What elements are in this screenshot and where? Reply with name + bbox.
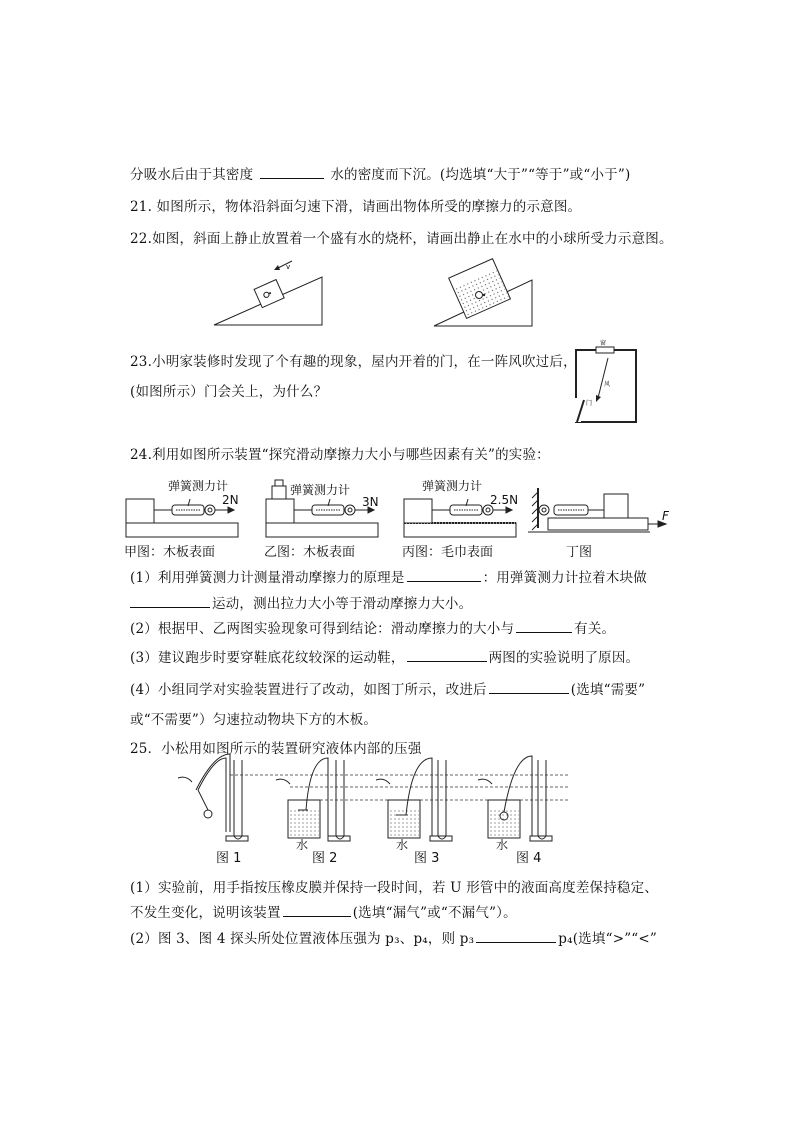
- fig-bing-force: 2.5N: [490, 493, 519, 507]
- fig-jia-meter-label: 弹簧测力计: [168, 479, 229, 493]
- q24-part2: (2）根据甲、乙两图实验现象可得到结论：滑动摩擦力的大小与 有关。: [130, 621, 616, 637]
- fig4-caption: 图 4: [516, 851, 542, 866]
- fig-jia-force: 2N: [222, 493, 239, 507]
- q25-part1-line2: 不发生变化，说明该装置 (选填“漏气”或“不漏气”）。: [130, 905, 517, 921]
- q24-part4-line2: 或“不需要”）匀速拉动物块下方的木板。: [130, 712, 378, 728]
- fig4-liquid-label: 水: [496, 838, 509, 852]
- fig-bing-caption: 丙图：毛巾表面: [402, 545, 494, 560]
- q25-part2: (2）图 3、图 4 探头所处位置液体压强为 p₃、p₄，则 p₃ p₄(选填“>”“<”: [130, 931, 658, 947]
- q23-line1: 23.小明家装修时发现了个有趣的现象，屋内开着的门，在一阵风吹过后，: [130, 354, 577, 370]
- fig-yi-caption: 乙图：木板表面: [264, 545, 356, 560]
- fig-ding-caption: 丁图: [566, 545, 593, 560]
- q24-part1-line1: (1）利用弹簧测力计测量滑动摩擦力的原理是 ：用弹簧测力计拉着木块做: [130, 570, 647, 586]
- q22-beaker-figure[interactable]: [432, 250, 542, 330]
- q24-blank-principle[interactable]: [407, 568, 481, 582]
- q23-line2: (如图所示）门会关上，为什么？: [130, 384, 328, 400]
- q24-blank-need[interactable]: [489, 680, 569, 694]
- q20-answer-blank[interactable]: [260, 165, 324, 179]
- q24-title: 24.利用如图所示装置“探究滑动摩擦力大小与哪些因素有关”的实验：: [130, 447, 550, 463]
- q25-blank-compare[interactable]: [476, 929, 556, 943]
- q24-apparatus-figures[interactable]: [120, 468, 680, 563]
- q20-tail-line: 分吸水后由于其密度 水的密度而下沉。(均选填“大于”“等于”或“小于”): [130, 167, 631, 183]
- fig3-liquid-label: 水: [396, 838, 409, 852]
- q25-part1-line1: (1）实验前，用手指按压橡皮膜并保持一段时间，若 U 形管中的液面高度差保持稳定、: [130, 880, 659, 896]
- q24-blank-motion[interactable]: [130, 594, 210, 608]
- fig1-caption: 图 1: [216, 851, 242, 866]
- q21-text: 21. 如图所示，物体沿斜面匀速下滑，请画出物体所受的摩擦力的示意图。: [130, 199, 582, 215]
- wind-label: 风: [604, 381, 611, 388]
- fig2-liquid-label: 水: [296, 838, 309, 852]
- q23-room-figure[interactable]: [574, 338, 642, 426]
- q24-blank-factor[interactable]: [516, 619, 572, 633]
- fig-bing-meter-label: 弹簧测力计: [422, 479, 483, 493]
- velocity-label: v: [286, 263, 291, 271]
- window-label: 窗: [600, 340, 607, 347]
- q21-incline-figure[interactable]: [212, 255, 327, 330]
- q25-blank-leak[interactable]: [283, 903, 351, 917]
- fig-yi-meter-label: 弹簧测力计: [290, 483, 351, 497]
- fig-yi-force: 3N: [362, 495, 379, 509]
- fig-jia-caption: 甲图：木板表面: [124, 545, 216, 560]
- q25-pressure-figures[interactable]: [170, 750, 570, 868]
- q24-blank-figures[interactable]: [407, 648, 487, 662]
- door-label: 门: [586, 400, 593, 407]
- q22-text: 22.如图，斜面上静止放置着一个盛有水的烧杯，请画出静止在水中的小球所受力示意图。: [130, 231, 673, 247]
- fig3-caption: 图 3: [414, 851, 440, 866]
- fig2-caption: 图 2: [312, 851, 338, 866]
- q24-part4-line1: (4）小组同学对实验装置进行了改动，如图丁所示，改进后 (选填“需要”: [130, 682, 646, 698]
- q24-part1-line2: 运动，测出拉力大小等于滑动摩擦力大小。: [130, 592, 472, 612]
- q24-part3: (3）建议跑步时要穿鞋底花纹较深的运动鞋， 两图的实验说明了原因。: [130, 650, 640, 666]
- q25-title: 25．小松用如图所示的装置研究液体内部的压强: [130, 741, 422, 757]
- fig-ding-force: F: [662, 509, 669, 523]
